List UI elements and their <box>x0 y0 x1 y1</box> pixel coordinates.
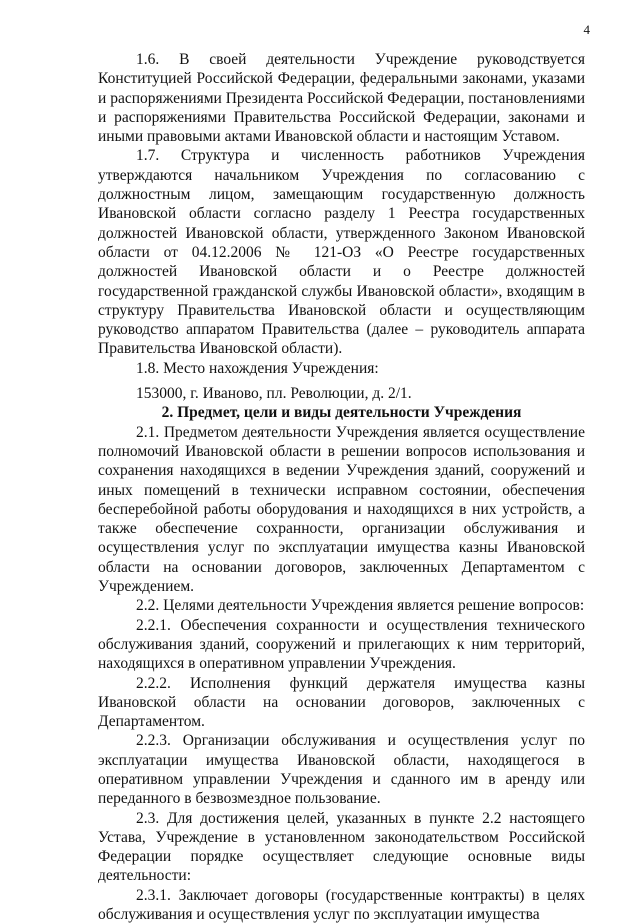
clause-2-3: 2.3. Для достижения целей, указанных в пункте 2.2 настоящего Устава, Учреждение в установленном законодательством Российской Федерации порядке осуществляет следующие основные виды деятельности: <box>98 809 585 885</box>
document-body <box>98 50 585 924</box>
clause-1-6: 1.6. В своей деятельности Учреждение руководствуется Конституцией Российской Федерации, федеральными законами, указами и распоряжениями Президента Российской Федерации, постановлениями и распоряжениями Правительства Российской Федерации, законами и иными правовыми актами Ивановской области и настоящим Уставом. <box>98 51 585 146</box>
clause-2-3-1: 2.3.1. Заключает договоры (государственные контракты) в целях обслуживания и осуществления услуг по эксплуатации имущества <box>98 886 585 924</box>
clause-2-2: 2.2. Целями деятельности Учреждения является решение вопросов: <box>136 597 585 615</box>
section-heading: 2. Предмет, цели и виды деятельности Учреждения <box>161 404 522 422</box>
clause-2-2-2: 2.2.2. Исполнения функций держателя имущества казны Ивановской области на основании договоров, заключенных с Департаментом. <box>98 674 585 731</box>
address-line: 153000, г. Иваново, пл. Революции, д. 2/1. <box>136 385 412 403</box>
clause-1-7: 1.7. Структура и численность работников Учреждения утверждаются начальником Учреждения по согласованию с должностным лицом, замещающим государственную должность Ивановской области согласно разделу 1 Реестра государственных должностей Ивановской области, утвержденного Законом Ивановской области от 04.12.2006 № 121-ОЗ «О Реестре государственных должностей Ивановской области и о Реестре должностей государственной гражданской службы Ивановской области», входящим в структуру Правительства Ивановской области и осуществляющим руководство аппаратом Правительства (далее – руководитель аппарата Правительства Ивановской области). <box>98 147 585 358</box>
page-number: 4 <box>583 22 590 37</box>
clause-2-2-3: 2.2.3. Организации обслуживания и осуществления услуг по эксплуатации имущества Ивановской области, находящегося в оперативном управлении Учреждения и сданного им в аренду или переданного в безвозмездное пользование. <box>98 732 585 808</box>
clause-2-2-1: 2.2.1. Обеспечения сохранности и осуществления технического обслуживания зданий, сооружений и прилегающих к ним территорий, находящихся в оперативном управлении Учреждения. <box>98 616 585 673</box>
clause-2-1: 2.1. Предметом деятельности Учреждения является осуществление полномочий Ивановской области в решении вопросов использования и сохранения находящихся в ведении Учреждения зданий, сооружений и иных помещений в технически исправном состоянии, обеспечения бесперебойной работы оборудования и находящихся в них устройств, а также обеспечение сохранности, организации обслуживания и осуществления услуг по эксплуатации имущества казны Ивановской области на основании договоров, заключенных Департаментом с Учреждением. <box>98 423 585 596</box>
clause-1-8: 1.8. Место нахождения Учреждения: <box>136 359 379 377</box>
